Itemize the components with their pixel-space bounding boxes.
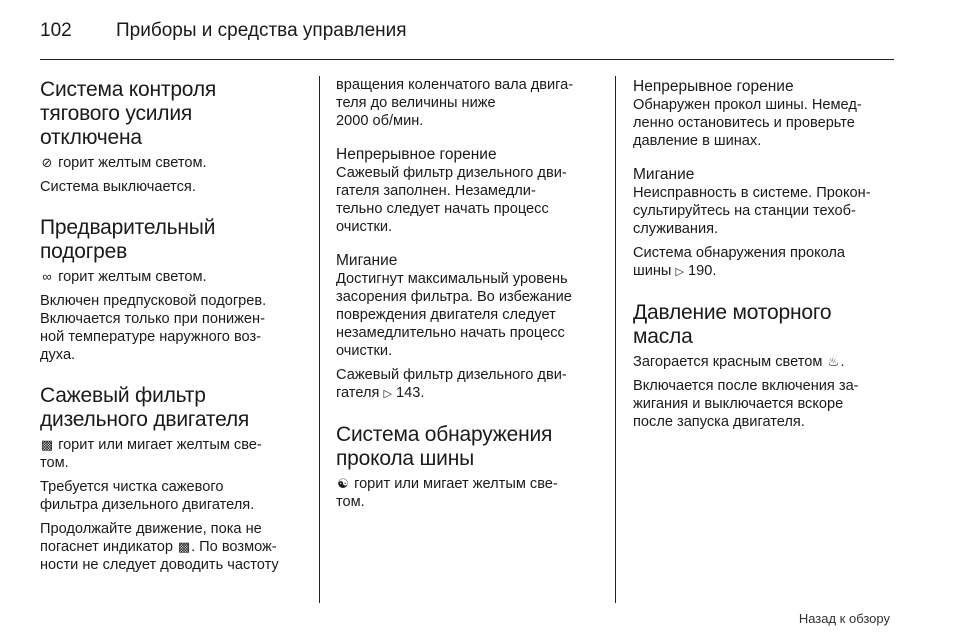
- subheading-blinking: Мигание: [336, 252, 398, 269]
- page-header: [40, 20, 407, 44]
- oil-desc: Включается после включения за- жигания и выключается вскоре после запуска двигателя.: [633, 378, 859, 430]
- glow-plug-icon: ∞: [42, 269, 52, 284]
- column-2: [336, 76, 606, 517]
- oil-can-icon: ♨: [827, 354, 840, 369]
- page-reference-arrow-icon: ▷: [675, 266, 684, 278]
- dpf-advice: Продолжайте движение, пока не погаснет индикатор ▩. По возмож- ности не следует доводить частоту: [40, 521, 279, 573]
- oil-status: Загорается красным светом ♨.: [633, 354, 845, 370]
- chapter-title: Приборы и средства управления: [116, 20, 407, 41]
- tyre-continuous-desc: Обнаружен прокол шины. Немед- ленно остановитесь и проверьте давление в шинах.: [633, 97, 862, 149]
- tyre-status: ☯ горит или мигает желтым све- том.: [336, 476, 558, 510]
- column-1: [40, 78, 310, 580]
- back-to-overview-link[interactable]: Назад к обзору: [798, 611, 890, 626]
- traction-off-desc: Система выключается.: [40, 179, 196, 195]
- page-number: 102: [40, 20, 72, 41]
- dpf-continued: вращения коленчатого вала двига- теля до величины ниже 2000 об/мин.: [336, 77, 574, 129]
- section-title-traction-off: Система контроля тягового усилия отключена: [40, 78, 217, 149]
- dpf-continuous-desc: Сажевый фильтр дизельного дви- гателя заполнен. Незамедли- тельно следует начать процесс очистки.: [336, 165, 567, 235]
- dpf-blinking-desc: Достигнут максимальный уровень засорения фильтра. Во избежание повреждения двигателя следует незамедлительно начать процесс очистки.: [336, 271, 572, 359]
- tyre-pressure-icon: ☯: [337, 476, 349, 491]
- column-divider-2: [615, 76, 616, 603]
- dpf-desc: Требуется чистка сажевого фильтра дизельного двигателя.: [40, 479, 255, 513]
- tyre-page-reference[interactable]: Система обнаружения прокола шины ▷ 190.: [633, 245, 846, 279]
- dpf-status: ▩ горит или мигает желтым све- том.: [40, 437, 262, 471]
- subheading-blinking: Мигание: [633, 166, 695, 183]
- subheading-continuous: Непрерывное горение: [633, 78, 794, 95]
- traction-control-off-icon: ⊘: [41, 155, 53, 170]
- page-reference-arrow-icon: ▷: [383, 388, 392, 400]
- diesel-particulate-filter-icon: ▩: [177, 539, 191, 554]
- column-3: [633, 78, 895, 437]
- tyre-blinking-desc: Неисправность в системе. Прокон- сультируйтесь на станции техоб- служивания.: [633, 185, 871, 237]
- subheading-continuous: Непрерывное горение: [336, 146, 497, 163]
- header-rule: [40, 59, 894, 60]
- column-divider-1: [319, 76, 320, 603]
- preheat-desc: Включен предпусковой подогрев. Включается только при понижен- ной температуре наружного воз- духа.: [40, 293, 267, 363]
- dpf-page-reference[interactable]: Сажевый фильтр дизельного дви- гателя ▷ 143.: [336, 367, 567, 401]
- diesel-particulate-filter-icon: ▩: [40, 437, 54, 452]
- section-title-preheat: Предварительный подогрев: [40, 216, 216, 263]
- traction-off-status: ⊘ горит желтым светом.: [41, 155, 207, 171]
- section-title-tyre-pressure: Система обнаружения прокола шины: [336, 423, 553, 470]
- preheat-status: ∞ горит желтым светом.: [40, 268, 310, 286]
- section-title-dpf: Сажевый фильтр дизельного двигателя: [40, 384, 250, 431]
- section-title-oil-pressure: Давление моторного масла: [633, 301, 832, 348]
